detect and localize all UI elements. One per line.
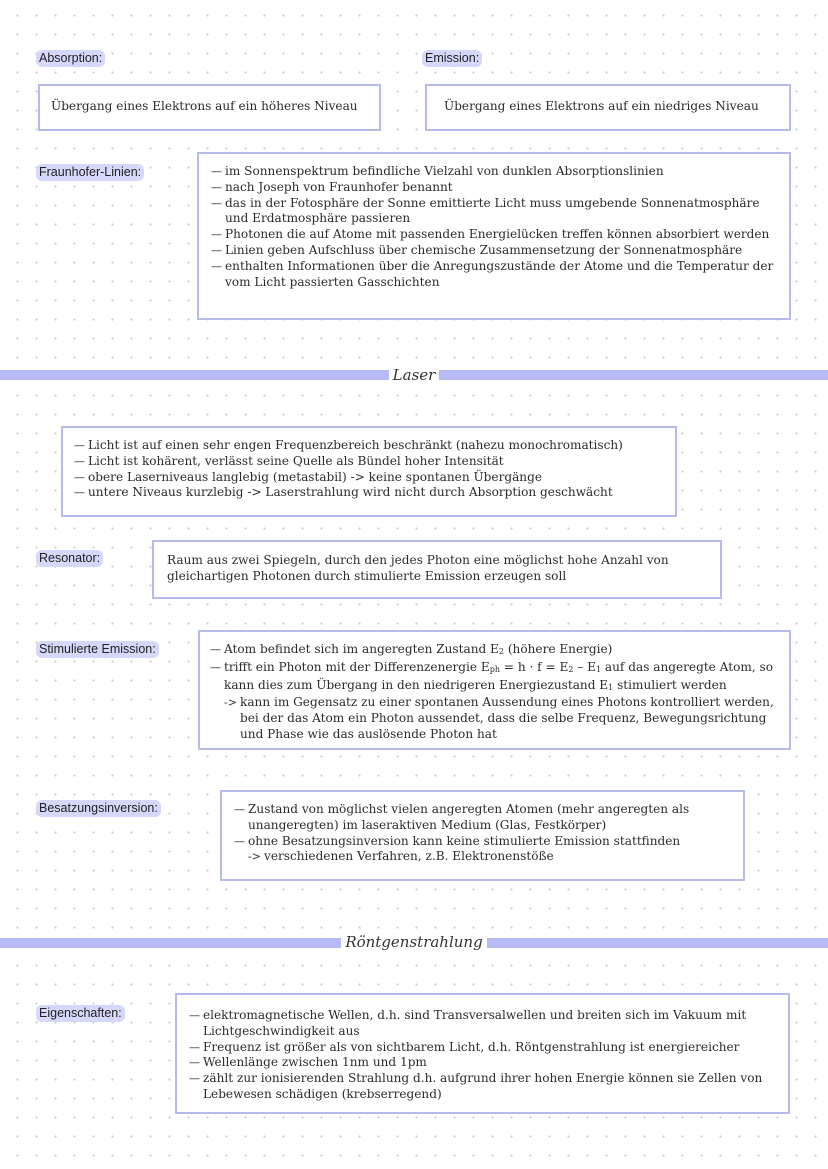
xray-properties-label: Eigenschaften: bbox=[36, 1005, 125, 1022]
list-item: — untere Niveaus kurzlebig -> Laserstrahlung wird nicht durch Absorption geschwächt bbox=[74, 485, 665, 501]
inversion-label: Besatzungsinversion: bbox=[36, 800, 161, 817]
list-item: -> kann im Gegensatz zu einer spontanen Aussendung eines Photons kontrolliert werden, bei der das Atom ein Photon aussendet, dass die selbe Frequenz, Bewegungsrichtung und Phase wie das auslösende Photon hat bbox=[210, 695, 779, 742]
list-item: — elektromagnetische Wellen, d.h. sind Transversalwellen und breiten sich im Vakuum mit Lichtgeschwindigkeit aus bbox=[189, 1008, 778, 1040]
resonator-box bbox=[152, 540, 722, 599]
list-item: — Frequenz ist größer als von sichtbarem Licht, d.h. Röntgenstrahlung ist energiereicher bbox=[189, 1040, 778, 1056]
list-item: — im Sonnenspektrum befindliche Vielzahl von dunklen Absorptionslinien bbox=[211, 164, 777, 180]
absorption-label: Absorption: bbox=[36, 50, 105, 67]
list-item: — Linien geben Aufschluss über chemische Zusammensetzung der Sonnenatmosphäre bbox=[211, 243, 777, 259]
section-title-laser: Laser bbox=[0, 366, 828, 384]
resonator-label: Resonator: bbox=[36, 550, 103, 567]
list-item: — zählt zur ionisierenden Strahlung d.h. aufgrund ihrer hohen Energie können sie Zellen von Lebewesen schädigen (krebserregend) bbox=[189, 1071, 778, 1103]
stimulated-emission-box bbox=[198, 630, 791, 750]
list-item: — Zustand von möglichst vielen angeregten Atomen (mehr angeregten als unangeregten) im laseraktiven Medium (Glas, Festkörper) bbox=[234, 802, 733, 834]
absorption-box bbox=[38, 84, 381, 131]
emission-text: Übergang eines Elektrons auf ein niedriges Niveau bbox=[444, 99, 759, 113]
fraunhofer-box bbox=[197, 152, 791, 320]
list-item: -> verschiedenen Verfahren, z.B. Elektronenstöße bbox=[234, 849, 733, 865]
list-item: — Wellenlänge zwischen 1nm und 1pm bbox=[189, 1055, 778, 1071]
absorption-text: Übergang eines Elektrons auf ein höheres Niveau bbox=[51, 99, 358, 113]
list-item: — Licht ist auf einen sehr engen Frequenzbereich beschränkt (nahezu monochromatisch) bbox=[74, 438, 665, 454]
emission-box bbox=[425, 84, 791, 131]
inversion-box bbox=[220, 790, 745, 881]
laser-properties-box bbox=[61, 426, 677, 517]
list-item: — Licht ist kohärent, verlässt seine Quelle als Bündel hoher Intensität bbox=[74, 454, 665, 470]
list-item: — das in der Fotosphäre der Sonne emittierte Licht muss umgebende Sonnenatmosphäre und Erdatmosphäre passieren bbox=[211, 196, 777, 228]
list-item: — Photonen die auf Atome mit passenden Energielücken treffen können absorbiert werden bbox=[211, 227, 777, 243]
emission-label: Emission: bbox=[422, 50, 482, 67]
list-item: — trifft ein Photon mit der Differenzenergie $E_{ph} = h \cdot f = E_2 - E_1$ auf das angeregte Atom, so kann dies zum Übergang in den niedrigeren Energiezustand $E_1$ stimuliert werden bbox=[210, 660, 779, 696]
xray-properties-box bbox=[175, 993, 790, 1114]
list-item: — ohne Besatzungsinversion kann keine stimulierte Emission stattfinden bbox=[234, 834, 733, 850]
stimulated-emission-label: Stimulierte Emission: bbox=[36, 641, 159, 658]
list-item: — enthalten Informationen über die Anregungszustände der Atome und die Temperatur der vom Licht passierten Gasschichten bbox=[211, 259, 777, 291]
section-title-xray: Röntgenstrahlung bbox=[0, 933, 828, 951]
list-item: — nach Joseph von Fraunhofer benannt bbox=[211, 180, 777, 196]
fraunhofer-label: Fraunhofer-Linien: bbox=[36, 164, 144, 181]
resonator-text: Raum aus zwei Spiegeln, durch den jedes Photon eine möglichst hohe Anzahl von gleichartigen Photonen durch stimulierte Emission erzeugen soll bbox=[167, 553, 669, 583]
list-item: — obere Laserniveaus langlebig (metastabil) -> keine spontanen Übergänge bbox=[74, 470, 665, 486]
list-item: — Atom befindet sich im angeregten Zustand $E_2$ (höhere Energie) bbox=[210, 642, 779, 660]
